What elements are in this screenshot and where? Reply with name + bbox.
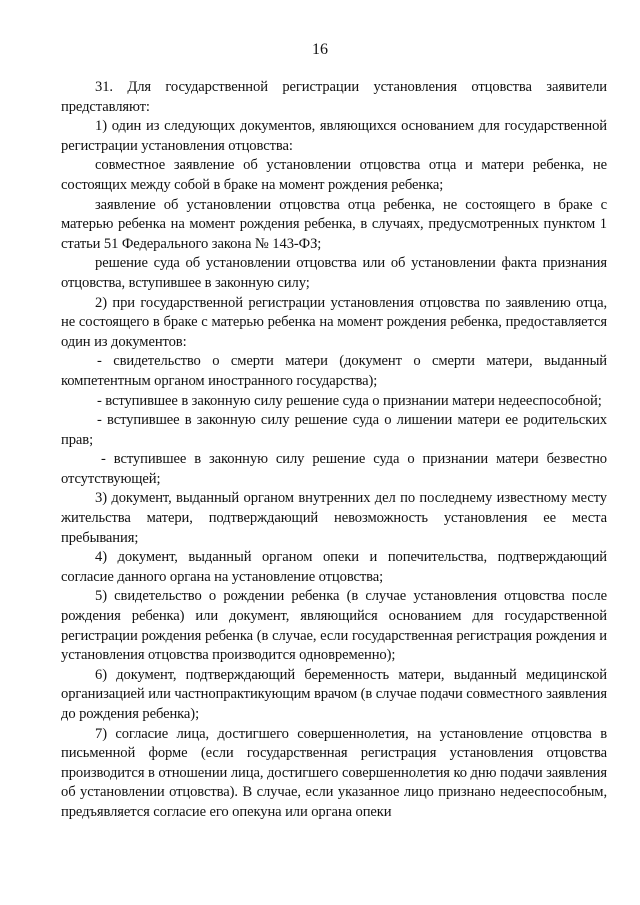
paragraph-item-4: 4) документ, выданный органом опеки и попечительства, подтверждающий согласие данного органа на установление отцовства;	[61, 549, 607, 585]
paragraph-item-5: 5) свидетельство о рождении ребенка (в случае установления отцовства после рождения ребенка) или документ, являющийся основанием для государственной регистрации рождения ребенка (в случае, если государственная регистрация рождения и установления отцовства производится одновременно);	[61, 588, 607, 664]
paragraph-dash-death-certificate: - свидетельство о смерти матери (документ о смерти матери, выданный компетентным органом иностранного государства);	[61, 353, 607, 389]
paragraph-item-3: 3) документ, выданный органом внутренних дел по последнему известному месту жительства матери, подтверждающий невозможность установления ее места пребывания;	[61, 490, 607, 546]
document-body	[61, 78, 607, 823]
paragraph-dash-missing: - вступившее в законную силу решение суда о признании матери безвестно отсутствующей;	[61, 451, 607, 487]
paragraph-court-decision: решение суда об установлении отцовства или об установлении факта признания отцовства, вступившее в законную силу;	[61, 255, 607, 291]
paragraph-31-intro: 31. Для государственной регистрации установления отцовства заявители представляют:	[61, 79, 607, 115]
paragraph-item-6: 6) документ, подтверждающий беременность матери, выданный медицинской организацией или частнопрактикующим врачом (в случае подачи совместного заявления до рождения ребенка);	[61, 666, 607, 722]
paragraph-father-application: заявление об установлении отцовства отца ребенка, не состоящего в браке с матерью ребенка на момент рождения ребенка, в случаях, предусмотренных пунктом 1 статьи 51 Федерального закона № 143-ФЗ;	[61, 196, 607, 252]
paragraph-item-7: 7) согласие лица, достигшего совершеннолетия, на установление отцовства в письменной форме (если государственная регистрация установления отцовства производится в отношении лица, достигшего совершеннолетия ко дню подачи заявления об установлении отцовства). В случае, если указанное лицо признано недееспособным, предъявляется согласие его опекуна или органа опеки	[61, 725, 607, 820]
paragraph-item-1: 1) один из следующих документов, являющихся основанием для государственной регистрации установления отцовства:	[61, 118, 607, 154]
paragraph-dash-parental-rights: - вступившее в законную силу решение суда о лишении матери ее родительских прав;	[61, 412, 607, 448]
paragraph-item-2: 2) при государственной регистрации установления отцовства по заявлению отца, не состоящего в браке с матерью ребенка на момент рождения ребенка, предоставляется один из документов:	[61, 294, 607, 350]
paragraph-dash-incapacity: - вступившее в законную силу решение суда о признании матери недееспособной;	[97, 392, 602, 409]
page-number: 16	[312, 41, 328, 58]
paragraph-joint-application: совместное заявление об установлении отцовства отца и матери ребенка, не состоящих между собой в браке на момент рождения ребенка;	[61, 157, 607, 193]
